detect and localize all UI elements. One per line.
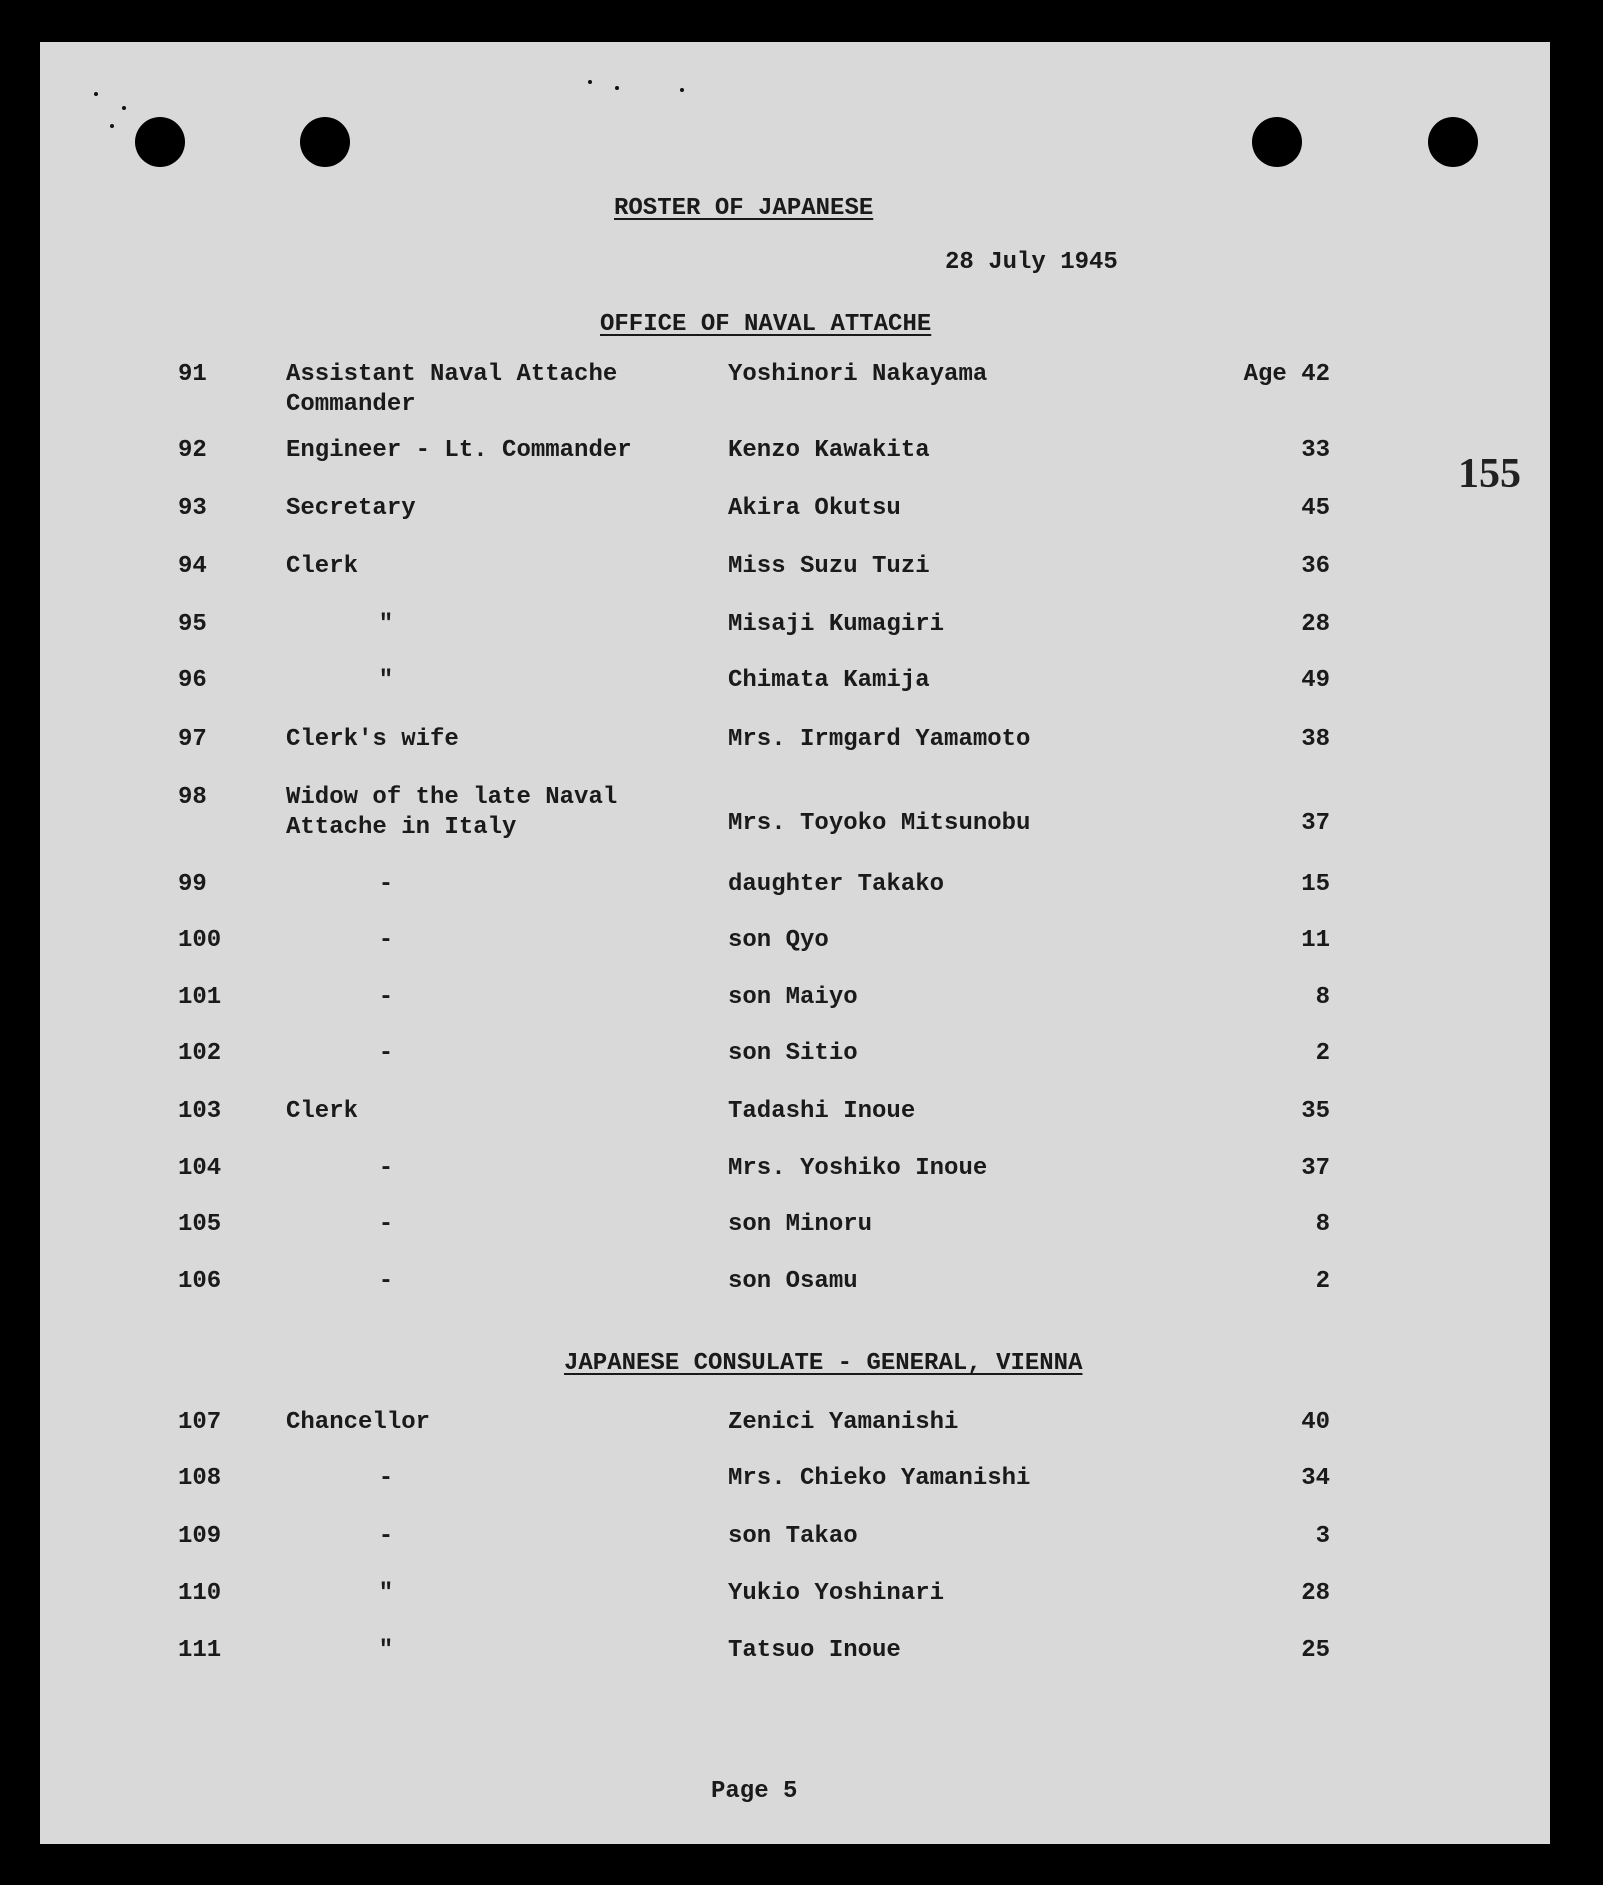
person-age: [1220, 360, 1330, 390]
person-age: 40: [1301, 1409, 1330, 1436]
entry-number: 110: [178, 1580, 222, 1607]
entry-number: 101: [178, 984, 222, 1011]
entry-number: 111: [178, 1637, 222, 1664]
person-name: son Osamu: [728, 1268, 858, 1295]
roster-row: [40, 725, 1550, 783]
roster-row: [40, 666, 1550, 724]
punch-hole: [300, 117, 350, 167]
roster-row: [40, 360, 1550, 418]
roster-row: [40, 783, 1550, 841]
entry-number: 103: [178, 1098, 222, 1125]
entry-number: 104: [178, 1155, 222, 1182]
ditto-mark: -: [378, 984, 394, 1011]
age-column-label: Age: [1243, 361, 1287, 388]
person-age: 28: [1301, 1580, 1330, 1607]
person-name: son Minoru: [728, 1211, 873, 1238]
ditto-mark: -: [378, 1040, 394, 1067]
entry-number: 91: [178, 361, 207, 388]
roster-row: [40, 1464, 1550, 1522]
roster-row: [40, 1408, 1550, 1466]
roster-row: [40, 494, 1550, 552]
position-title: Widow of the late Naval: [286, 784, 618, 811]
person-name: Mrs. Chieko Yamanishi: [728, 1465, 1031, 1492]
person-age: 2: [1315, 1268, 1330, 1295]
ditto-mark: -: [378, 871, 394, 898]
punch-hole: [1252, 117, 1302, 167]
person-name: Miss Suzu Tuzi: [728, 553, 930, 580]
ditto-mark: ": [378, 611, 394, 638]
person-name: Mrs. Irmgard Yamamoto: [728, 726, 1031, 753]
paper-speck: [680, 88, 684, 92]
paper-speck: [110, 124, 114, 128]
roster-row: [40, 1154, 1550, 1212]
person-age: 37: [1301, 1155, 1330, 1182]
person-name: son Maiyo: [728, 984, 858, 1011]
person-age: 34: [1301, 1465, 1330, 1492]
roster-row: [40, 926, 1550, 984]
ditto-mark: ": [378, 1637, 394, 1664]
roster-row: [40, 552, 1550, 610]
roster-row: [40, 1636, 1550, 1694]
person-age: 11: [1301, 927, 1330, 954]
entry-number: 109: [178, 1523, 222, 1550]
person-name: Yukio Yoshinari: [728, 1580, 945, 1607]
position-title: Clerk's wife: [286, 726, 459, 753]
person-age: 28: [1301, 611, 1330, 638]
punch-hole: [1428, 117, 1478, 167]
ditto-mark: -: [378, 1155, 394, 1182]
person-age: 8: [1315, 984, 1330, 1011]
person-name: Kenzo Kawakita: [728, 437, 930, 464]
ditto-mark: -: [378, 1465, 394, 1492]
person-name: Misaji Kumagiri: [728, 611, 945, 638]
age-value: 42: [1301, 361, 1330, 388]
ditto-mark: -: [378, 1211, 394, 1238]
entry-number: 99: [178, 871, 207, 898]
person-name: Zenici Yamanishi: [728, 1409, 959, 1436]
ditto-mark: ": [378, 1580, 394, 1607]
person-name: Tatsuo Inoue: [728, 1637, 901, 1664]
entry-number: 93: [178, 495, 207, 522]
person-name: Akira Okutsu: [728, 495, 901, 522]
paper-speck: [94, 92, 98, 96]
person-age: 8: [1315, 1211, 1330, 1238]
position-title: Engineer - Lt. Commander: [286, 437, 632, 464]
roster-row: [40, 1210, 1550, 1268]
roster-row: [40, 1039, 1550, 1097]
position-title: Clerk: [286, 553, 359, 580]
entry-number: 107: [178, 1409, 222, 1436]
roster-date: 28 July 1945: [945, 249, 1118, 276]
entry-number: 105: [178, 1211, 222, 1238]
person-age: 38: [1301, 726, 1330, 753]
person-name: son Qyo: [728, 927, 829, 954]
person-age: 3: [1315, 1523, 1330, 1550]
ditto-mark: -: [378, 1268, 394, 1295]
paper-speck: [615, 86, 619, 90]
punch-hole: [135, 117, 185, 167]
person-name: Mrs. Toyoko Mitsunobu: [728, 810, 1031, 837]
person-name: Yoshinori Nakayama: [728, 361, 988, 388]
position-title: Assistant Naval Attache: [286, 361, 618, 388]
person-age: 33: [1301, 437, 1330, 464]
person-name: Chimata Kamija: [728, 667, 930, 694]
entry-number: 102: [178, 1040, 222, 1067]
person-age: 36: [1301, 553, 1330, 580]
roster-row: [40, 1522, 1550, 1580]
position-title-line2: Commander: [286, 391, 416, 418]
page-number: Page 5: [711, 1778, 798, 1805]
roster-row: [40, 1267, 1550, 1325]
entry-number: 98: [178, 784, 207, 811]
section-heading-naval-attache: OFFICE OF NAVAL ATTACHE: [600, 311, 932, 338]
entry-number: 92: [178, 437, 207, 464]
entry-number: 95: [178, 611, 207, 638]
ditto-mark: -: [378, 1523, 394, 1550]
document-page: [40, 42, 1550, 1844]
entry-number: 100: [178, 927, 222, 954]
roster-row: [40, 983, 1550, 1041]
person-age: 45: [1301, 495, 1330, 522]
paper-speck: [588, 80, 592, 84]
person-age: 2: [1315, 1040, 1330, 1067]
position-title-line2: Attache in Italy: [286, 814, 517, 841]
page-stamp-number: 155: [1458, 451, 1521, 497]
person-age: 25: [1301, 1637, 1330, 1664]
person-name: Mrs. Yoshiko Inoue: [728, 1155, 988, 1182]
position-title: Chancellor: [286, 1409, 431, 1436]
ditto-mark: ": [378, 667, 394, 694]
person-name: son Sitio: [728, 1040, 858, 1067]
person-name: Tadashi Inoue: [728, 1098, 916, 1125]
ditto-mark: -: [378, 927, 394, 954]
roster-row: [40, 610, 1550, 668]
entry-number: 94: [178, 553, 207, 580]
entry-number: 106: [178, 1268, 222, 1295]
roster-row: [40, 870, 1550, 928]
position-title: Clerk: [286, 1098, 359, 1125]
person-name: son Takao: [728, 1523, 858, 1550]
entry-number: 97: [178, 726, 207, 753]
person-age: 35: [1301, 1098, 1330, 1125]
paper-speck: [122, 106, 126, 110]
roster-row: [40, 1579, 1550, 1637]
person-age: 15: [1301, 871, 1330, 898]
roster-title: ROSTER OF JAPANESE: [614, 195, 874, 222]
roster-row: [40, 436, 1550, 494]
section-heading-consulate-vienna: JAPANESE CONSULATE - GENERAL, VIENNA: [564, 1350, 1083, 1377]
person-name: daughter Takako: [728, 871, 945, 898]
person-age: 37: [1301, 810, 1330, 837]
person-age: 49: [1301, 667, 1330, 694]
entry-number: 96: [178, 667, 207, 694]
entry-number: 108: [178, 1465, 222, 1492]
position-title: Secretary: [286, 495, 416, 522]
roster-row: [40, 1097, 1550, 1155]
